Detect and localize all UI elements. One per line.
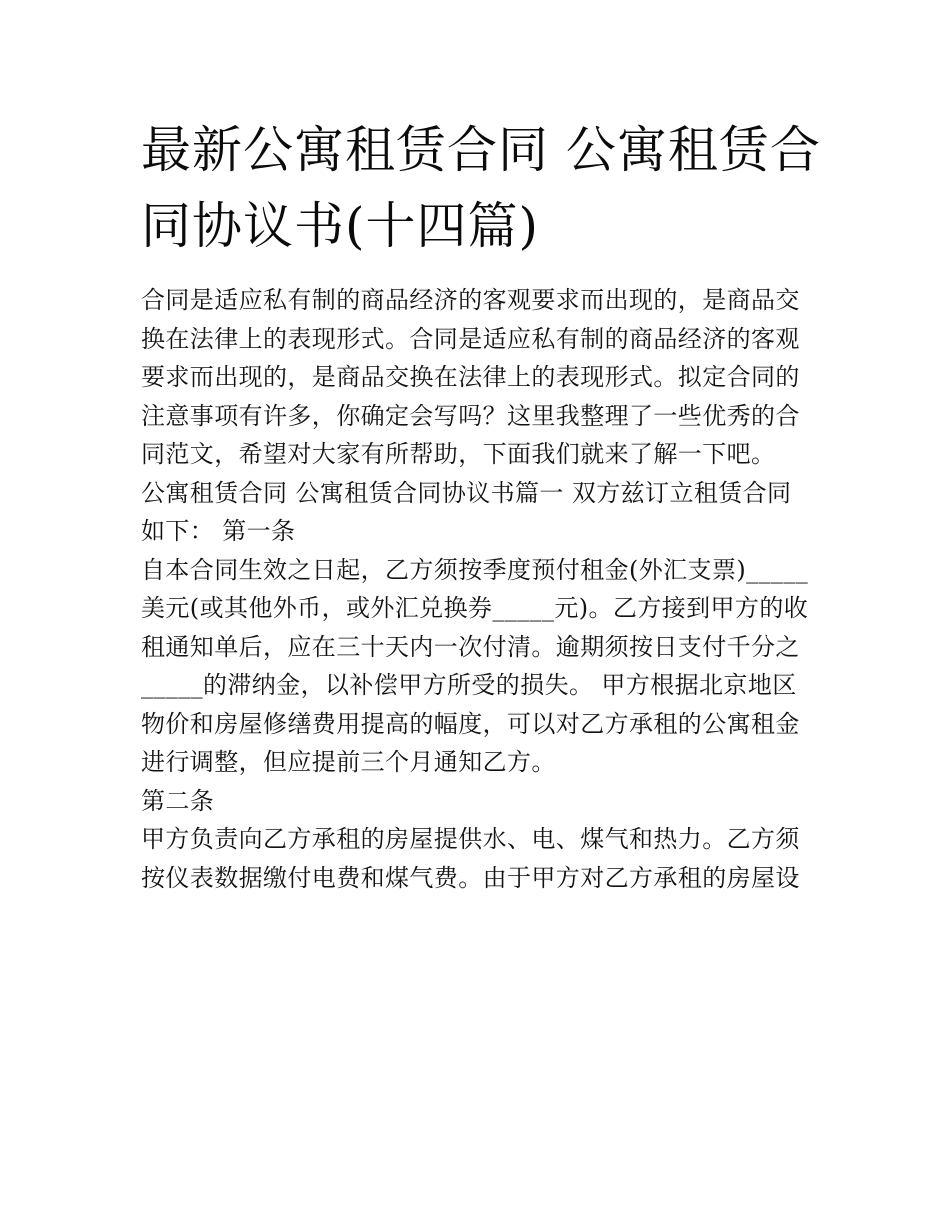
- body-line: 如下： 第一条: [141, 517, 296, 545]
- title-line: 最新公寓租赁合同 公寓租赁合: [141, 121, 821, 179]
- body-line: 进行调整，但应提前三个月通知乙方。: [141, 748, 556, 776]
- document-title: [141, 112, 821, 264]
- body-line: 美元(或其他外币，或外汇兑换券_____元)。乙方接到甲方的收: [141, 594, 809, 622]
- title-line: 同协议书(十四篇): [141, 197, 540, 255]
- body-line: 租通知单后，应在三十天内一次付清。逾期须按日支付千分之: [141, 632, 800, 661]
- body-line: 合同是适应私有制的商品经济的客观要求而出现的，是商品交: [141, 286, 800, 314]
- document-body: [141, 281, 821, 897]
- body-line: 同范文，希望对大家有所帮助，下面我们就来了解一下吧。: [141, 440, 776, 468]
- body-line: 第二条: [141, 786, 215, 815]
- body-line: 按仪表数据缴付电费和煤气费。由于甲方对乙方承租的房屋设: [141, 863, 800, 892]
- body-line: 换在法律上的表现形式。合同是适应私有制的商品经济的客观: [141, 324, 800, 353]
- body-line: 注意事项有许多，你确定会写吗？这里我整理了一些优秀的合: [141, 401, 800, 430]
- body-line: 自本合同生效之日起，乙方须按季度预付租金(外汇支票)_____: [141, 555, 809, 584]
- body-line: _____的滞纳金，以补偿甲方所受的损失。 甲方根据北京地区: [141, 671, 797, 699]
- body-line: 物价和房屋修缮费用提高的幅度，可以对乙方承租的公寓租金: [141, 709, 800, 738]
- body-line: 公寓租赁合同 公寓租赁合同协议书篇一 双方兹订立租赁合同: [141, 478, 792, 507]
- body-line: 甲方负责向乙方承租的房屋提供水、电、煤气和热力。乙方须: [141, 825, 800, 853]
- body-line: 要求而出现的，是商品交换在法律上的表现形式。拟定合同的: [141, 363, 800, 391]
